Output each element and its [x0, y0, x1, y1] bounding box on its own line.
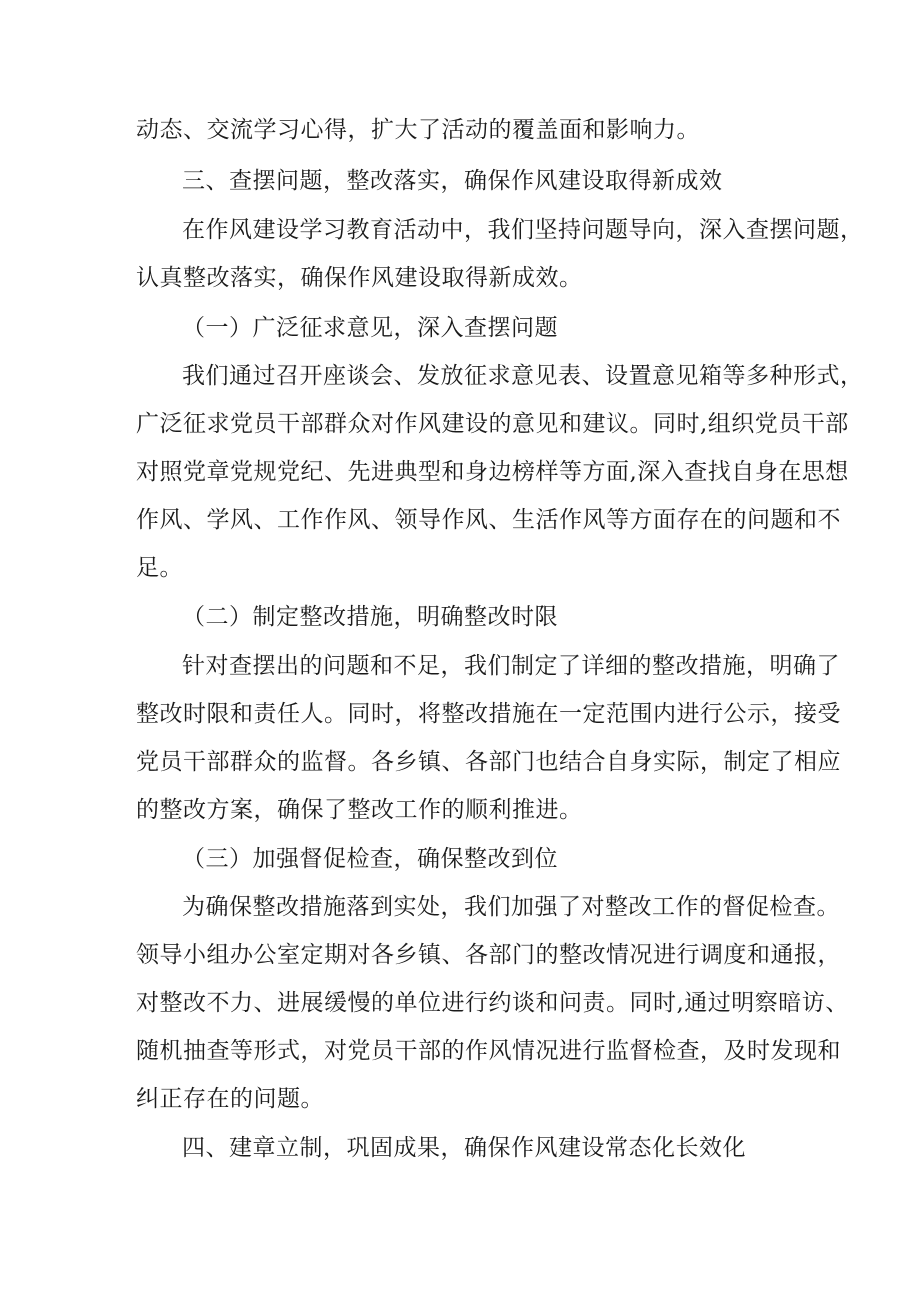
- paragraph-line: 对照党章党规党纪、先进典型和身边榜样等方面,深入查找自身在思想: [136, 459, 849, 485]
- paragraph-line: 我们通过召开座谈会、发放征求意见表、设置意见箱等多种形式，: [182, 363, 864, 389]
- section-heading-3: 三、查摆问题，整改落实，确保作风建设取得新成效: [182, 168, 723, 194]
- paragraph-line: 足。: [136, 555, 183, 581]
- paragraph-line: 领导小组办公室定期对各乡镇、各部门的整改情况进行调度和通报，: [136, 942, 841, 968]
- paragraph-line: 认真整改落实，确保作风建设取得新成效。: [136, 265, 583, 291]
- paragraph-line: 针对查摆出的问题和不足，我们制定了详细的整改措施，明确了: [182, 653, 840, 679]
- paragraph-line: 党员干部群众的监督。各乡镇、各部门也结合自身实际，制定了相应: [136, 749, 841, 775]
- paragraph-line: 纠正存在的问题。: [136, 1086, 324, 1112]
- paragraph-line: 随机抽查等形式，对党员干部的作风情况进行监督检查，及时发现和: [136, 1038, 841, 1064]
- paragraph-line: 对整改不力、进展缓慢的单位进行约谈和问责。同时,通过明察暗访、: [136, 990, 849, 1016]
- paragraph-line: 在作风建设学习教育活动中，我们坚持问题导向，深入查摆问题，: [182, 217, 864, 243]
- paragraph-line: 作风、学风、工作作风、领导作风、生活作风等方面存在的问题和不: [136, 507, 841, 533]
- paragraph-line: 广泛征求党员干部群众对作风建设的意见和建议。同时,组织党员干部: [136, 411, 849, 437]
- subheading-3: （三）加强督促检查，确保整改到位: [182, 846, 558, 872]
- subheading-2: （二）制定整改措施，明确整改时限: [182, 604, 558, 630]
- paragraph-line: 动态、交流学习心得，扩大了活动的覆盖面和影响力。: [136, 117, 700, 143]
- paragraph-line: 整改时限和责任人。同时，将整改措施在一定范围内进行公示，接受: [136, 701, 841, 727]
- paragraph-line: 为确保整改措施落到实处，我们加强了对整改工作的督促检查。: [182, 894, 840, 920]
- subheading-1: （一）广泛征求意见，深入查摆问题: [182, 315, 558, 341]
- section-heading-4: 四、建章立制，巩固成果，确保作风建设常态化长效化: [182, 1135, 746, 1161]
- paragraph-line: 的整改方案，确保了整改工作的顺利推进。: [136, 797, 583, 823]
